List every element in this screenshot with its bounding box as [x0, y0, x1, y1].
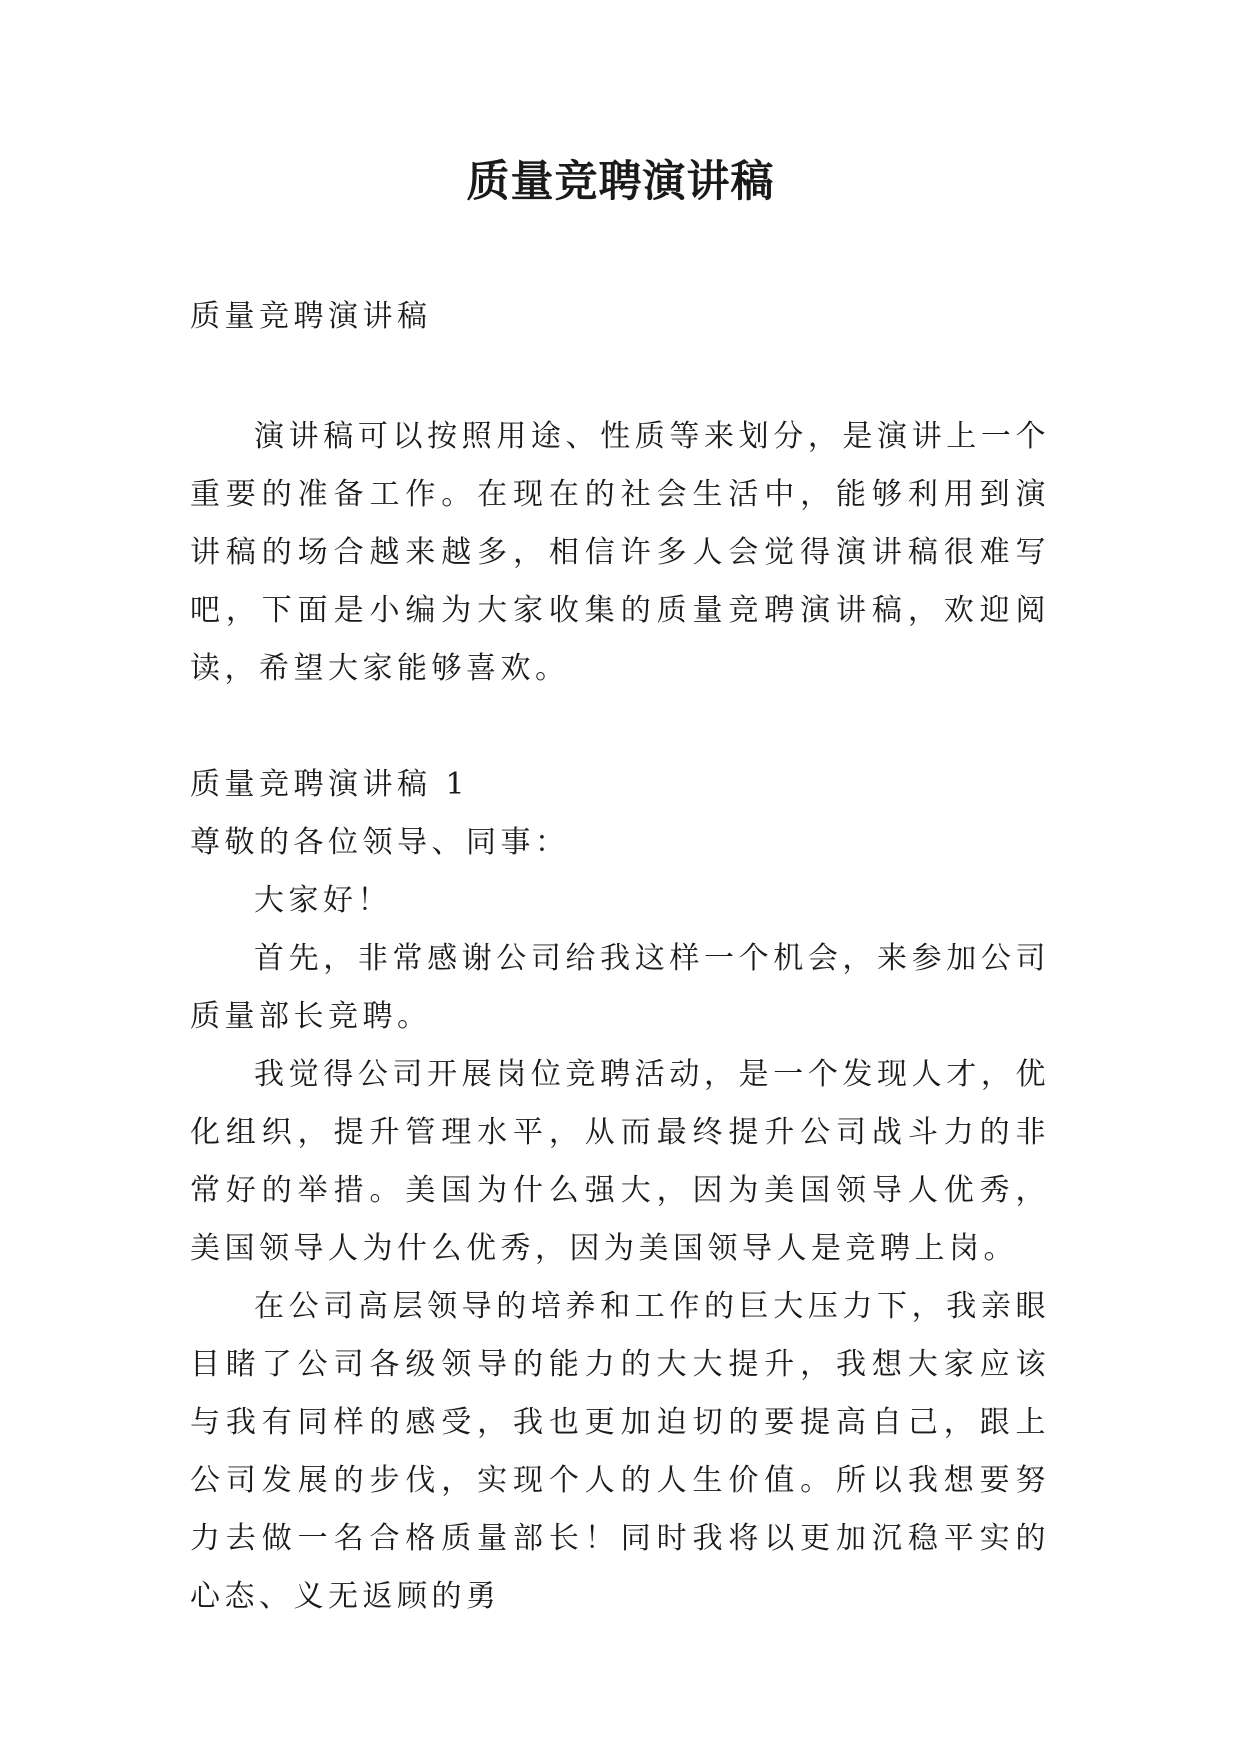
- spacer: [190, 698, 1050, 756]
- intro-paragraph: 演讲稿可以按照用途、性质等来划分，是演讲上一个重要的准备工作。在现在的社会生活中，能够利用到演讲稿的场合越来越多，相信许多人会觉得演讲稿很难写吧，下面是小编为大家收集的质量竞聘演讲稿，欢迎阅读，希望大家能够喜欢。: [190, 419, 1050, 686]
- greeting: 大家好！: [254, 883, 392, 918]
- body-paragraph-2: 我觉得公司开展岗位竞聘活动，是一个发现人才，优化组织，提升管理水平，从而最终提升公司战斗力的非常好的举措。美国为什么强大，因为美国领导人优秀，美国领导人为什么优秀，因为美国领导人是竞聘上岗。: [190, 1057, 1050, 1266]
- body-paragraph-3: 在公司高层领导的培养和工作的巨大压力下，我亲眼目睹了公司各级领导的能力的大大提升，我想大家应该与我有同样的感受，我也更加迫切的要提高自己，跟上公司发展的步伐，实现个人的人生价值。所以我想要努力去做一名合格质量部长！同时我将以更加沉稳平实的心态、义无返顾的勇: [190, 1289, 1050, 1614]
- section-heading: 质量竞聘演讲稿 1: [190, 767, 470, 802]
- document-title: 质量竞聘演讲稿: [466, 157, 775, 207]
- body-paragraph-1: 首先，非常感谢公司给我这样一个机会，来参加公司质量部长竞聘。: [190, 941, 1050, 1034]
- document-subtitle: 质量竞聘演讲稿: [190, 299, 432, 334]
- spacer: [190, 346, 1050, 404]
- salutation: 尊敬的各位领导、同事：: [190, 825, 570, 860]
- document-body: [190, 288, 1050, 1626]
